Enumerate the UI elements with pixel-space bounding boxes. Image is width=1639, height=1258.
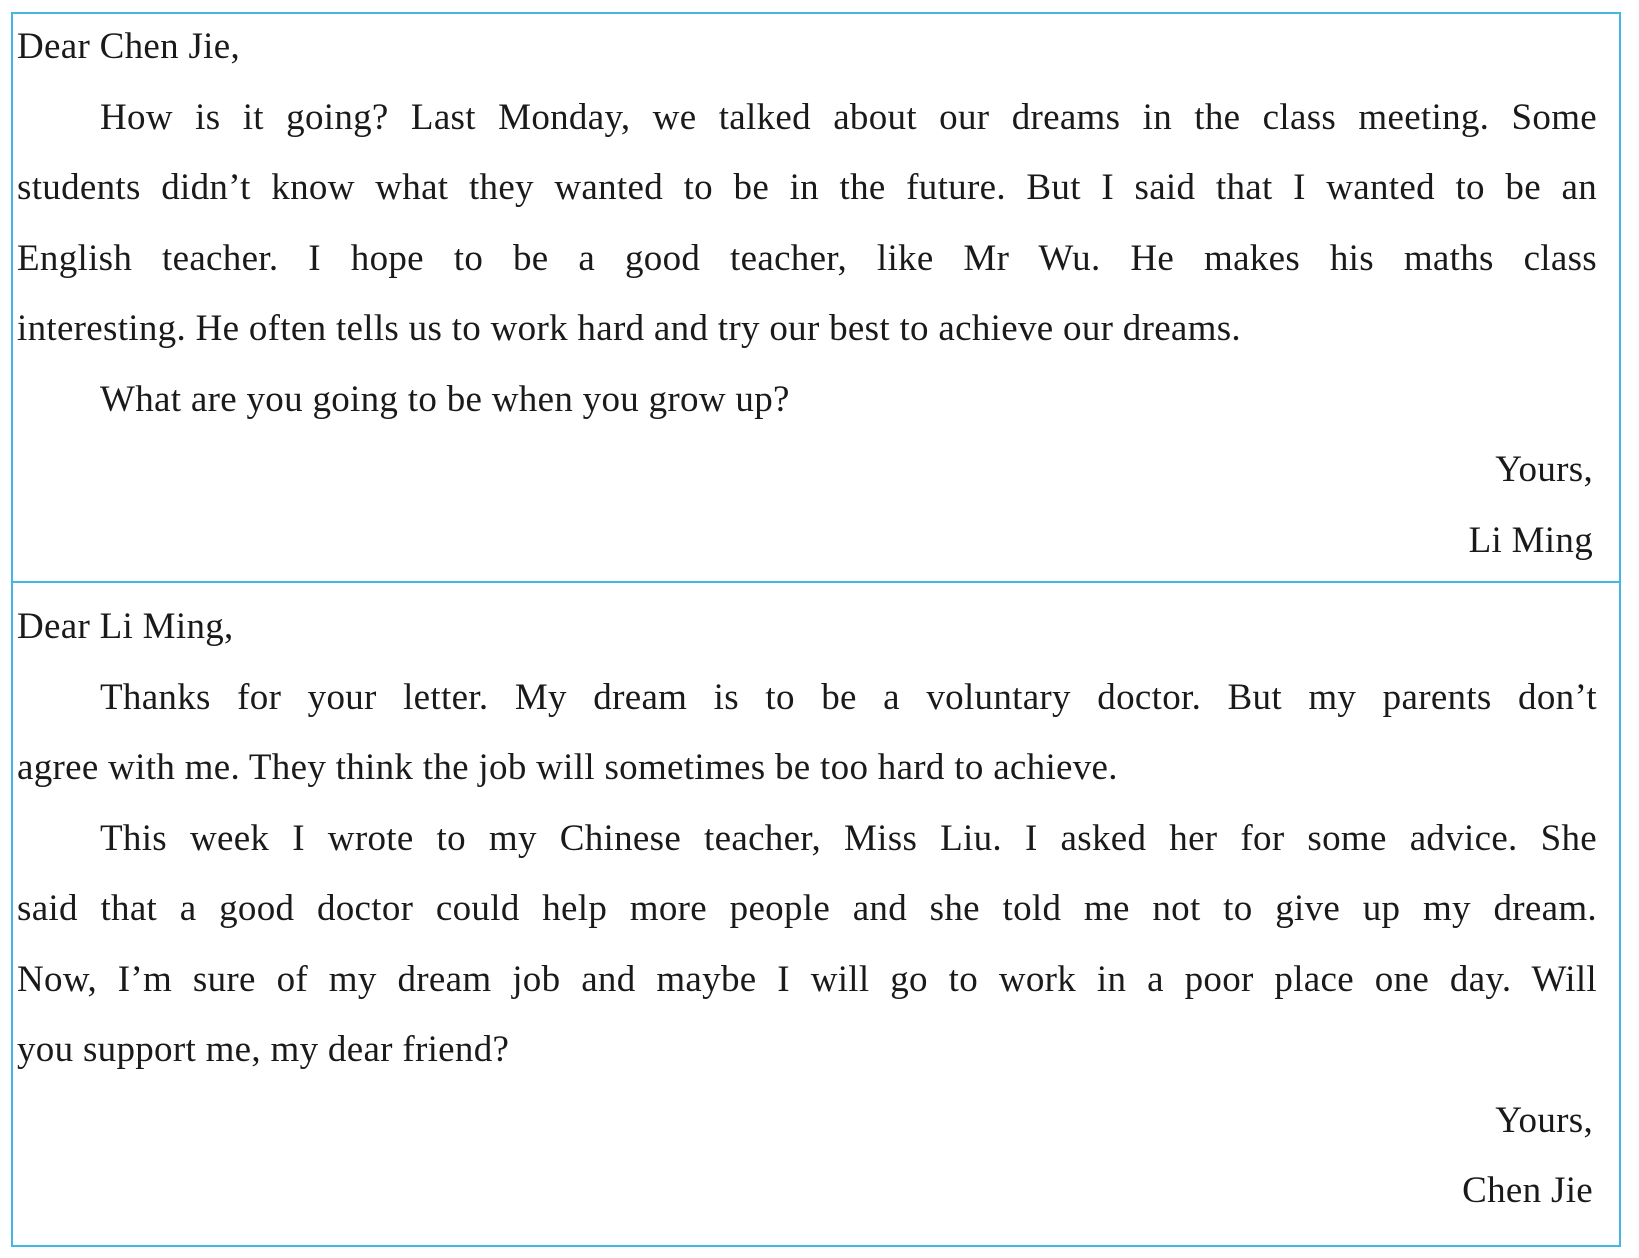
signature: Chen Jie — [1462, 1170, 1593, 1211]
paragraph-line: Thanks for your letter. My dream is to be a voluntary doctor. But my parents don’t — [100, 676, 1597, 718]
paragraph-line: students didn’t know what they wanted to be in the future. But I said that I wanted to be an — [17, 167, 1597, 208]
paragraph-line: interesting. He often tells us to work hard and try our best to achieve our dreams. — [17, 308, 1241, 349]
closing: Yours, — [1495, 1099, 1593, 1141]
letter-from-li-ming — [17, 12, 1597, 576]
paragraph-line: you support me, my dear friend? — [17, 1029, 510, 1070]
paragraph-line: English teacher. I hope to be a good teacher, like Mr Wu. He makes his maths class — [17, 237, 1597, 279]
paragraph-line: Now, I’m sure of my dream job and maybe I will go to work in a poor place one day. Will — [17, 958, 1597, 1000]
paragraph-line: agree with me. They think the job will sometimes be too hard to achieve. — [17, 747, 1118, 788]
signature: Li Ming — [1468, 519, 1593, 561]
letter-from-chen-jie — [17, 592, 1597, 1227]
salutation: Dear Chen Jie, — [17, 26, 241, 67]
paragraph-line: This week I wrote to my Chinese teacher, Miss Liu. I asked her for some advice. She — [100, 817, 1597, 859]
paragraph-line: What are you going to be when you grow up? — [100, 378, 790, 420]
paragraph-line: How is it going? Last Monday, we talked about our dreams in the class meeting. Some — [100, 96, 1597, 138]
paragraph-line: said that a good doctor could help more people and she told me not to give up my dream. — [17, 888, 1597, 929]
salutation: Dear Li Ming, — [17, 606, 234, 647]
letter-divider — [13, 581, 1619, 583]
closing: Yours, — [1495, 449, 1593, 490]
